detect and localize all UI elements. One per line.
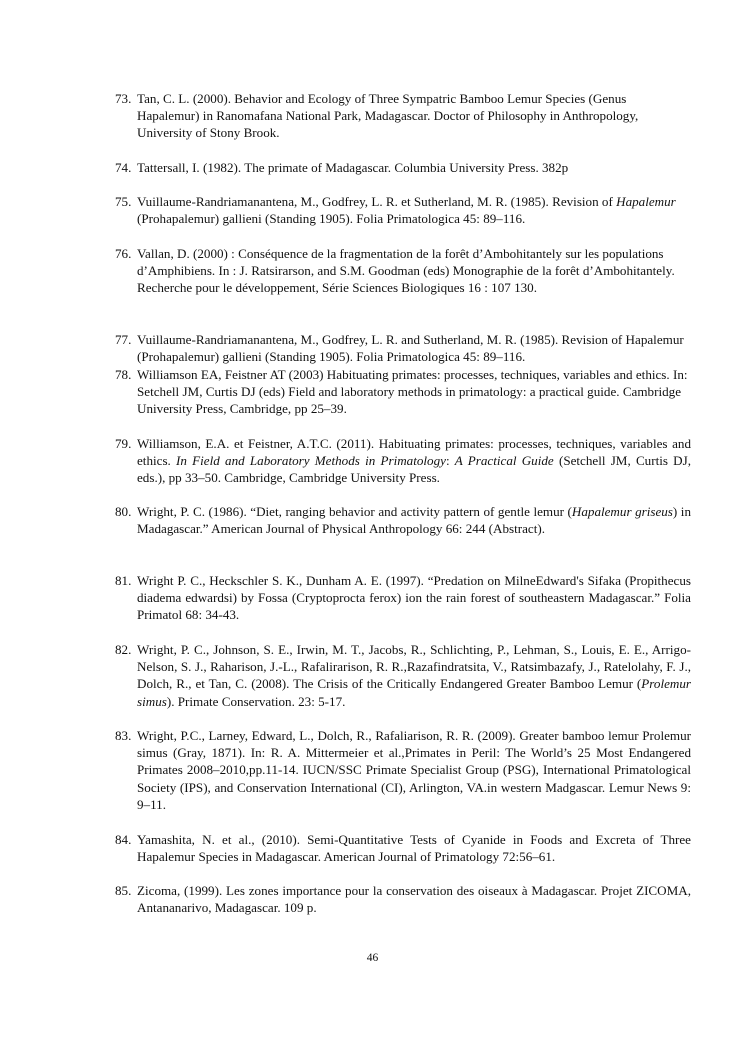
- reference-77: [115, 331, 691, 365]
- reference-74: [115, 159, 691, 176]
- reference-number: 76.: [115, 246, 132, 261]
- reference-73: [115, 90, 691, 142]
- reference-text: Wright, P.C., Larney, Edward, L., Dolch, R., Rafaliarison, R. R. (2009). Greater bamboo lemur Prolemur simus (Gray, 1871). In: R. A. Mittermeier et al.,Primates in Peril: The World’s 25 Most Endangered Primates 2008–2010,pp.11-14. IUCN/SSC Primate Specialist Group (PSG), International Primatological Society (IPS), and Conservation International (CI), Arlington, VA.in western Madgascar. Lemur News 9: 9–11.: [137, 728, 691, 812]
- reference-85: [115, 882, 691, 916]
- reference-number: 83.: [115, 728, 132, 743]
- reference-text: Wright, P. C. (1986). “Diet, ranging behavior and activity pattern of gentle lemur (Hapalemur griseus) in Madagascar.” American Journal of Physical Anthropology 66: 244 (Abstract).: [137, 504, 691, 537]
- reference-text: Williamson, E.A. et Feistner, A.T.C. (2011). Habituating primates: processes, techniques, variables and ethics. In Field and Laboratory Methods in Primatology: A Practical Guide (Setchell JM, Curtis DJ, eds.), pp 33–50. Cambridge, Cambridge University Press.: [137, 436, 691, 486]
- reference-78: [115, 366, 691, 418]
- reference-text: Williamson EA, Feistner AT (2003) Habituating primates: processes, techniques, variables and ethics. In: Setchell JM, Curtis DJ (eds) Field and laboratory methods in primatology: a practical guide. Cambridge University Press, Cambridge, pp 25–39.: [137, 367, 688, 417]
- reference-number: 79.: [115, 436, 132, 451]
- reference-text: Wright P. C., Heckschler S. K., Dunham A. E. (1997). “Predation on MilneEdward's Sifaka (Propithecus diadema edwardsi) by Fossa (Cryptoprocta ferox) ion the rain forest of southeastern Madagascar.” Folia Primatol 68: 34-43.: [137, 573, 691, 623]
- reference-text: Wright, P. C., Johnson, S. E., Irwin, M. T., Jacobs, R., Schlichting, P., Lehman, S., Louis, E. E., Arrigo-Nelson, S. J., Raharison, J.-L., Rafalirarison, R. R.,Razafindratsita, V., Ratsimbazafy, J., Ratelolahy, F. J., Dolch, R., et Tan, C. (2008). The Crisis of the Critically Endangered Greater Bamboo Lemur (Prolemur simus). Primate Conservation. 23: 5-17.: [137, 642, 691, 709]
- reference-83: [115, 727, 691, 813]
- reference-number: 82.: [115, 642, 132, 657]
- reference-82: [115, 641, 691, 710]
- reference-81: [115, 572, 691, 624]
- reference-number: 80.: [115, 504, 132, 519]
- reference-text: Vuillaume-Randriamanantena, M., Godfrey, L. R. and Sutherland, M. R. (1985). Revision of Hapalemur (Prohapalemur) gallieni (Standing 1905). Folia Primatologica 45: 89–116.: [137, 332, 684, 365]
- reference-79: [115, 435, 691, 487]
- reference-84: [115, 831, 691, 865]
- reference-text: Vuillaume-Randriamanantena, M., Godfrey, L. R. et Sutherland, M. R. (1985). Revision of Hapalemur (Prohapalemur) gallieni (Standing 1905). Folia Primatologica 45: 89–116.: [137, 194, 676, 227]
- reference-number: 75.: [115, 194, 132, 209]
- reference-text: Tan, C. L. (2000). Behavior and Ecology of Three Sympatric Bamboo Lemur Species (Genus Hapalemur) in Ranomafana National Park, Madagascar. Doctor of Philosophy in Anthropology, University of Stony Brook.: [137, 91, 639, 141]
- page-number: 46: [366, 952, 379, 964]
- reference-number: 77.: [115, 332, 132, 347]
- reference-number: 74.: [115, 160, 132, 175]
- reference-text: Zicoma, (1999). Les zones importance pour la conservation des oiseaux à Madagascar. Projet ZICOMA, Antananarivo, Madagascar. 109 p.: [137, 883, 691, 916]
- reference-number: 81.: [115, 573, 132, 588]
- reference-text: Yamashita, N. et al., (2010). Semi-Quantitative Tests of Cyanide in Foods and Excreta of Three Hapalemur Species in Madagascar. American Journal of Primatology 72:56–61.: [137, 832, 691, 865]
- reference-number: 84.: [115, 832, 132, 847]
- reference-number: 78.: [115, 367, 132, 382]
- reference-75: [115, 193, 691, 227]
- reference-number: 73.: [115, 91, 132, 106]
- reference-text: Vallan, D. (2000) : Conséquence de la fragmentation de la forêt d’Ambohitantely sur les populations d’Amphibiens. In : J. Ratsirarson, and S.M. Goodman (eds) Monographie de la forêt d’Ambohitantely. Recherche pour le développement, Série Sciences Biologiques 16 : 107 130.: [137, 246, 675, 296]
- reference-text: Tattersall, I. (1982). The primate of Madagascar. Columbia University Press. 382p: [137, 160, 569, 175]
- reference-80: [115, 503, 691, 537]
- reference-number: 85.: [115, 883, 132, 898]
- reference-76: [115, 245, 691, 297]
